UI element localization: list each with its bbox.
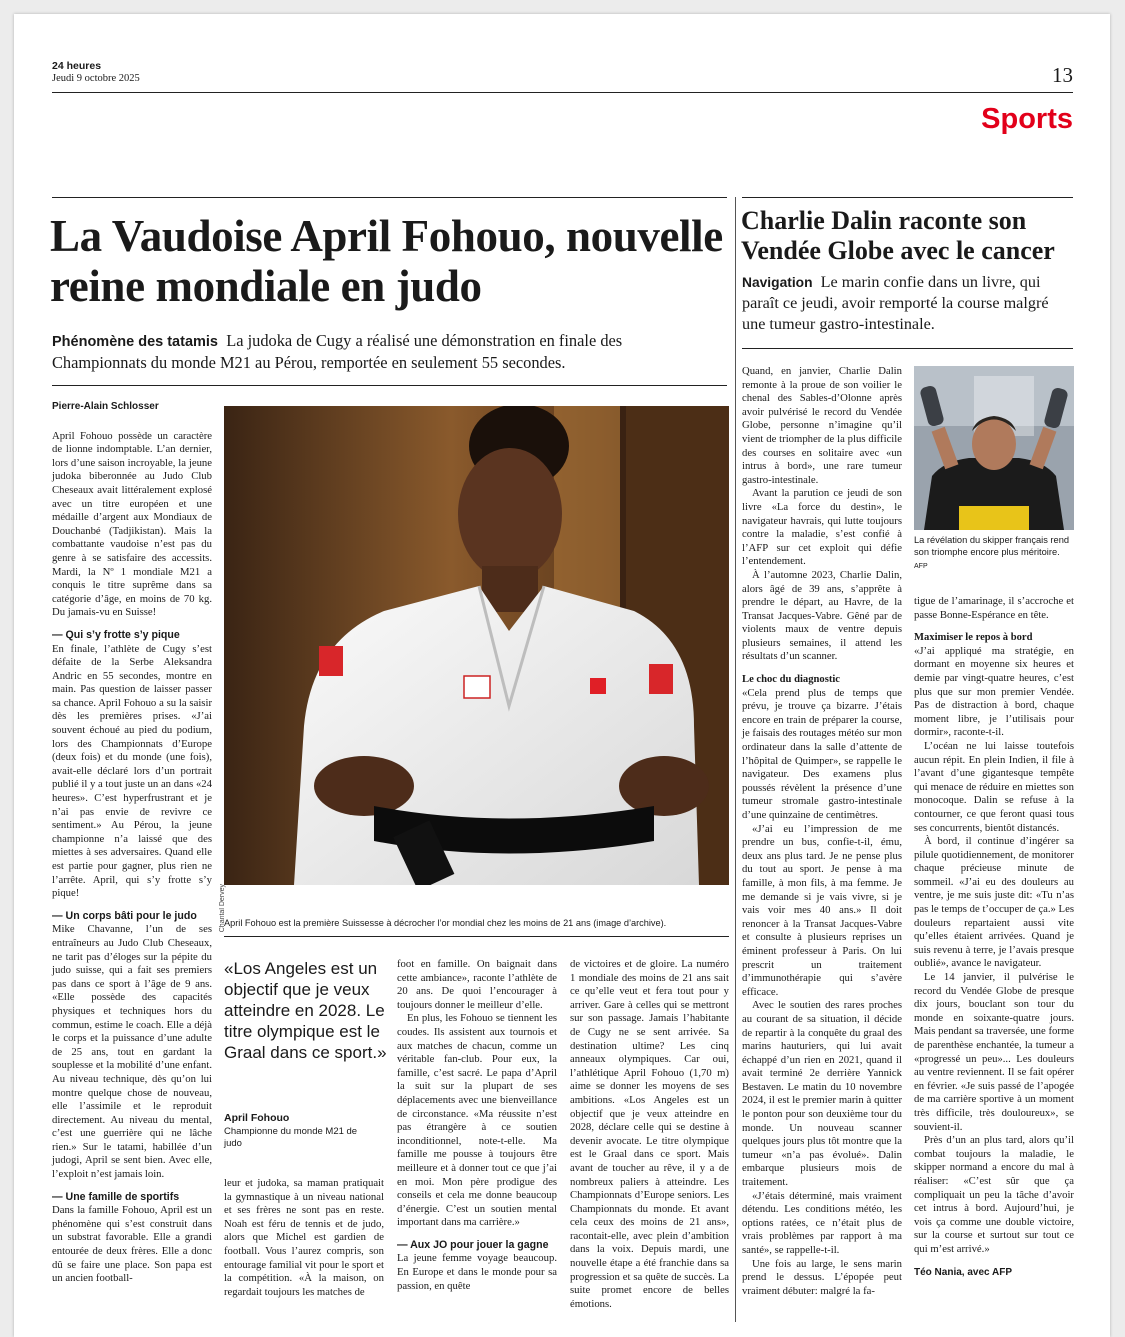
side-photo-caption <box>914 534 1074 573</box>
skipper-photo-art <box>914 366 1074 530</box>
main-column-1 <box>52 400 212 1286</box>
main-lead <box>52 331 697 373</box>
side-paragraph: Avec le soutien des rares proches au courant de sa situation, il décide de repartir à la conquête du graal des marins hauturiers, qui lui avait échappé d’un rien en 2021, quand il avait terminé 2e derrière Yannick Bestaven. Le matin du 10 novembre 2024, il est le premier marin à quitter le ponton pour son deuxième tour du monde. Un nouveau scanner quelques jours plus tôt montre que la tumeur «n’a pas évolué». Dalin embarque plusieurs mois de traitement. <box>742 999 902 1189</box>
main-paragraph: En plus, les Fohouo se tiennent les coudes. Ils assistent aux tournois et aux matches de chacun, comme un véritable fan-club. Pour eux, la famille, c’est sacré. Le papa d’April la suit sur la plupart de ses déplacements avec une bienveillance de circonstance. «Ma réussite n’est pas étrangère à ce soutien inconditionnel, note-t-elle. Ma famille me pousse à toujours être meilleure et à donner tout ce que j’ai en moi. Mon père prodigue des conseils et cela me donne beaucoup d’énergie. C’est un soutien mental important dans ma carrière.» <box>397 1012 557 1229</box>
side-top-rule <box>742 197 1073 198</box>
side-subheading: Maximiser le repos à bord <box>914 632 1033 644</box>
skipper-photo <box>914 366 1074 530</box>
side-paragraph: Près d’un an plus tard, alors qu’il combat toujours la maladie, le skipper normand a encore du mal à réaliser: «C’est sûr que ça compliquait un peu la tâche d’avoir cet intrus à bord. Aujourd’hui, je vois ça comme une double victoire, sur la course et surtout sur tout ce qui m’est arrivé.» <box>914 1134 1074 1255</box>
side-headline: Charlie Dalin raconte son Vendée Globe avec le cancer <box>741 206 1055 265</box>
main-paragraph: foot en famille. On baignait dans cette ambiance», raconte l’athlète de 20 ans. De quoi l’encourager à toujours donner le meilleur d’elle. <box>397 958 557 1011</box>
header-rule <box>52 92 1073 93</box>
side-paragraph: Le 14 janvier, il pulvérise le record du Vendée Globe de presque dix jours, bouclant son tour du monde en soixante-quatre jours. Mais pendant sa traversée, une forme de parenthèse enchantée, la tumeur a «progressé un peu»... Les douleurs au ventre reviennent. Il se fait opérer en février. «Je suis passé de l’apogée de ma carrière sportive à un moment très difficile, très douloureux», se souvient-il. <box>914 971 1074 1133</box>
side-photo-credit: AFP <box>914 562 928 570</box>
quote-role: Championne du monde M21 de judo <box>224 1126 358 1150</box>
main-paragraph: Dans la famille Fohouo, April est un phénomène qui s’est construit dans un substrat favorable. Elle a grandi entourée de deux frères. Elle a donc dû se faire une place. Son papa est un ancien football- <box>52 1204 212 1285</box>
side-paragraph: tigue de l’amarinage, il s’accroche et passe Bonne-Espérance en tête. <box>914 595 1074 621</box>
main-kicker: Phénomène des tatamis <box>52 334 218 350</box>
column-divider <box>735 197 736 1322</box>
side-kicker: Navigation <box>742 275 813 290</box>
quote-author: April Fohouo <box>224 1112 290 1124</box>
main-subheading: — Un corps bâti pour le judo <box>52 909 197 922</box>
main-paragraph: La jeune femme voyage beaucoup. En Europe et dans le monde pour sa passion, en quête <box>397 1252 557 1292</box>
side-paragraph: «J’étais déterminé, mais vraiment détendu. Les conditions météo, les options ratées, ce n’était plus de vrais problèmes par rapport à ma santé», se rappelle-t-il. <box>742 1189 902 1256</box>
side-paragraph: «J’ai appliqué ma stratégie, en dormant en moyenne six heures et demie par vingt-quatre heures, c’est plus que sur mon premier Vendée. Pas de distraction à bord, chaque moment libre, je l’utilisais pour dormir», raconte-t-il. <box>914 644 1074 739</box>
side-paragraph: «Cela prend plus de temps que prévu, je trouve ça bizarre. J’étais encore en train de préparer la course, je faisais des routages météo sur mon ordinateur dans la salle d’attente de l’hôpital de Quimper», se rappelle le navigateur. Des examens plus poussés révèlent la présence d’une tumeur stromale gastro-intestinale d’une quinzaine de centimètres. <box>742 686 902 821</box>
issue-date: Jeudi 9 octobre 2025 <box>52 73 140 84</box>
newspaper-page <box>14 14 1110 1337</box>
side-lead-text: Le marin confie dans un livre, qui paraît ce jeudi, avoir remporté la course malgré une tumeur gastro-intestinale. <box>742 273 1049 333</box>
side-lead-rule <box>742 348 1073 349</box>
pull-quote: «Los Angeles est un objectif que je veux atteindre en 2028. Le titre olympique est le Graal dans ce sport.» <box>224 959 387 1062</box>
main-subheading: — Une famille de sportifs <box>52 1190 180 1203</box>
side-photo-caption-text: La révélation du skipper français rend son triomphe encore plus méritoire. <box>914 535 1070 558</box>
side-subheading: Le choc du diagnostic <box>742 674 841 686</box>
side-column-1 <box>742 365 902 1298</box>
side-paragraph: Une fois au large, le sens marin prend le dessus. L’épopée peut vraiment débuter: malgré la fa- <box>742 1257 902 1297</box>
publication-name: 24 heures <box>52 60 102 72</box>
side-paragraph: À bord, il continue d’ingérer sa pilule quotidiennement, de monitorer chaque précieuse minute de sommeil. «J’ai eu des douleurs au ventre, je me suis juste dit: «Tu n’as pas le temps de t’occuper de ça.» Les douleurs repartaient aussi vite qu’elles étaient arrivées. Quand je suis revenu à terre, je l’avais presque oublié», avance le navigateur. <box>914 835 1074 970</box>
section-label: Sports <box>981 103 1073 135</box>
main-photo-caption: April Fohouo est la première Suissesse à décrocher l’or mondial chez les moins de 21 ans (image d’archive). <box>224 918 667 928</box>
side-signature: Téo Nania, avec AFP <box>914 1266 1012 1278</box>
main-subheading: — Aux JO pour jouer la gagne <box>397 1238 549 1251</box>
main-lead-text: La judoka de Cugy a réalisé une démonstration en finale des Championnats du monde M21 au Pérou, remportée en seulement 55 secondes. <box>52 331 623 372</box>
main-photo-credit: Chantal Dervey <box>219 884 226 933</box>
main-headline: La Vaudoise April Fohouo, nouvelle reine mondiale en judo <box>50 211 723 311</box>
side-paragraph: L’océan ne lui laisse toutefois aucun répit. En plein Indien, il file à l’avant d’une gigantesque tempête qui menace de réduire en miettes son monocoque. Dalin se refuse à la contourner, ce que feront quasi tous ses concurrents, bientôt distancés. <box>914 739 1074 834</box>
side-paragraph: Quand, en janvier, Charlie Dalin remonte à la proue de son voilier le chenal des Sables-d’Olonne après avoir pulvérisé le record du Vendée Globe, personne n’imagine qu’il vient de triompher de la plus difficile des courses en solitaire avec «un intrus à bord», une rare tumeur gastro-intestinale. <box>742 365 902 486</box>
side-paragraph: À l’automne 2023, Charlie Dalin, alors âgé de 39 ans, s’apprête à prendre le départ, au Havre, de la Transat Jacques-Vabre. Gêné par de violents maux de ventre depuis plusieurs semaines, il attend les résultats d’un scanner. <box>742 568 902 663</box>
page-number: 13 <box>1052 63 1073 87</box>
main-paragraph: de victoires et de gloire. La numéro 1 mondiale des moins de 21 ans sait ce qu’elle veut et fera tout pour y arriver. Gare à celles qui se mettront sur son passage. Jamais l’habitante de Cugy ne se sent arrivée. Sa destination ultime? Les cinq anneaux olympiques. Car oui, l’athlétique April Fohouo (1,70 m) aime se donner les moyens de ses ambitions. «Los Angeles est un objectif que je veux atteindre en 2028, déclare celle qui se destine à devenir avocate. Le titre olympique est le Graal dans ce sport. Mais avant de toucher au rêve, il y a de nombreux paliers à atteindre. Les Championnats d’Europe seniors. Les Championnats du monde. Et avant cela ceux des moins de 21 ans», racontait-elle, avec plein d’ambition dans la voix. Depuis mardi, une nouvelle étape a été franchie dans sa progression et sa quête de succès. La suite promet encore de belles émotions. <box>570 958 729 1310</box>
main-byline: Pierre-Alain Schlosser <box>52 401 159 412</box>
main-subheading: — Qui s’y frotte s’y pique <box>52 628 180 641</box>
main-column-2 <box>224 1177 384 1299</box>
main-column-4 <box>570 958 729 1311</box>
main-column-3 <box>397 958 557 1293</box>
judoka-photo-art <box>224 406 729 885</box>
side-lead <box>742 272 1073 334</box>
side-column-2 <box>914 595 1074 1279</box>
judoka-photo <box>224 406 729 885</box>
main-paragraph: Mike Chavanne, l’un de ses entraîneurs au Judo Club Cheseaux, ne tarit pas d’éloges sur la pépite du judo suisse, qui a fait ses premiers pas dans ce sport à l’âge de 9 ans. «Elle possède des capacités physiques et techniques hors du commun, estime le coach. Elle a déjà le corps et la puissance d’une adulte de 25 ans, tout en gardant la souplesse et la mobilité d’une enfant. Au niveau technique, dès qu’on lui montre quelque chose de nouveau, elle l’assimile et le reproduit directement. Au niveau du mental, c’est une guerrière qui ne lâche rien.» Sur le tatami, habillée d’un judogi, April se sent bien. Avec elle, l’exploit n’est jamais loin. <box>52 923 212 1181</box>
main-paragraph: En finale, l’athlète de Cugy s’est défaite de la Serbe Aleksandra Andric en 55 secondes, montre en main. Pas question de laisser passer sa chance. April Fohouo a su la saisir dès les premières prises. «J’ai souvent échoué au pied du podium, lors des Championnats d’Europe (deux fois) et du monde (une fois), avait-elle déclaré lors d’un portrait publié il y a tout juste un an dans «24 heures». C’est hyperfrustrant et je n’ai pas envie de revivre ce sentiment.» Au Pérou, la jeune championne n’a laissé que des miettes à ses adversaires. Quand elle est partie pour gagner, plus rien ne l’arrête. April, qui s’y frotte s’y pique! <box>52 642 212 900</box>
main-paragraph: leur et judoka, sa maman pratiquait la gymnastique à un niveau national et ses frères ne sont pas en reste. Noah est féru de tennis et de judo, alors que Michel est gardien de football. Vous l’aurez compris, son entourage familial vit pour le sport et la compétition. «À la maison, on regardait toujours les matches de <box>224 1177 384 1298</box>
caption-rule <box>224 936 729 937</box>
main-paragraph: April Fohouo possède un caractère de lionne indomptable. L’an dernier, lors d’une saison incroyable, la jeune judoka biberonnée au Judo Club Cheseaux avait littéralement explosé avec un titre européen et une médaille d’argent aux Mondiaux de Douchanbé (Tadjikistan). Mais la combattante vaudoise n’est pas du genre à se satisfaire des accessits. Mardi, la Nº 1 mondiale M21 a conquis le titre suprême dans sa catégorie d’âge, en moins de 70 kg. Du jamais-vu en Suisse! <box>52 429 212 619</box>
main-top-rule <box>52 197 727 198</box>
main-lead-rule <box>52 385 727 386</box>
side-paragraph: «J’ai eu l’impression de me prendre un bus, confie-t-il, ému, deux ans plus tard. Je ne pense plus du tout au sport. Je pense à ma famille, à mon fils, à ma femme. Je me demande si je vais vivre, si je vais voir mes 40 ans.» Il doit renoncer à la Transat Jacques-Vabre et consulte à plusieurs reprises un éminent professeur à Paris. On lui prescrit un traitement d’immunothérapie qui s’avère efficace. <box>742 822 902 998</box>
side-paragraph: Avant la parution ce jeudi de son livre «La force du destin», le navigateur havrais, qui lutte toujours contre la maladie, s’est confié à l’AFP sur cet exploit qui défie l’entendement. <box>742 487 902 568</box>
